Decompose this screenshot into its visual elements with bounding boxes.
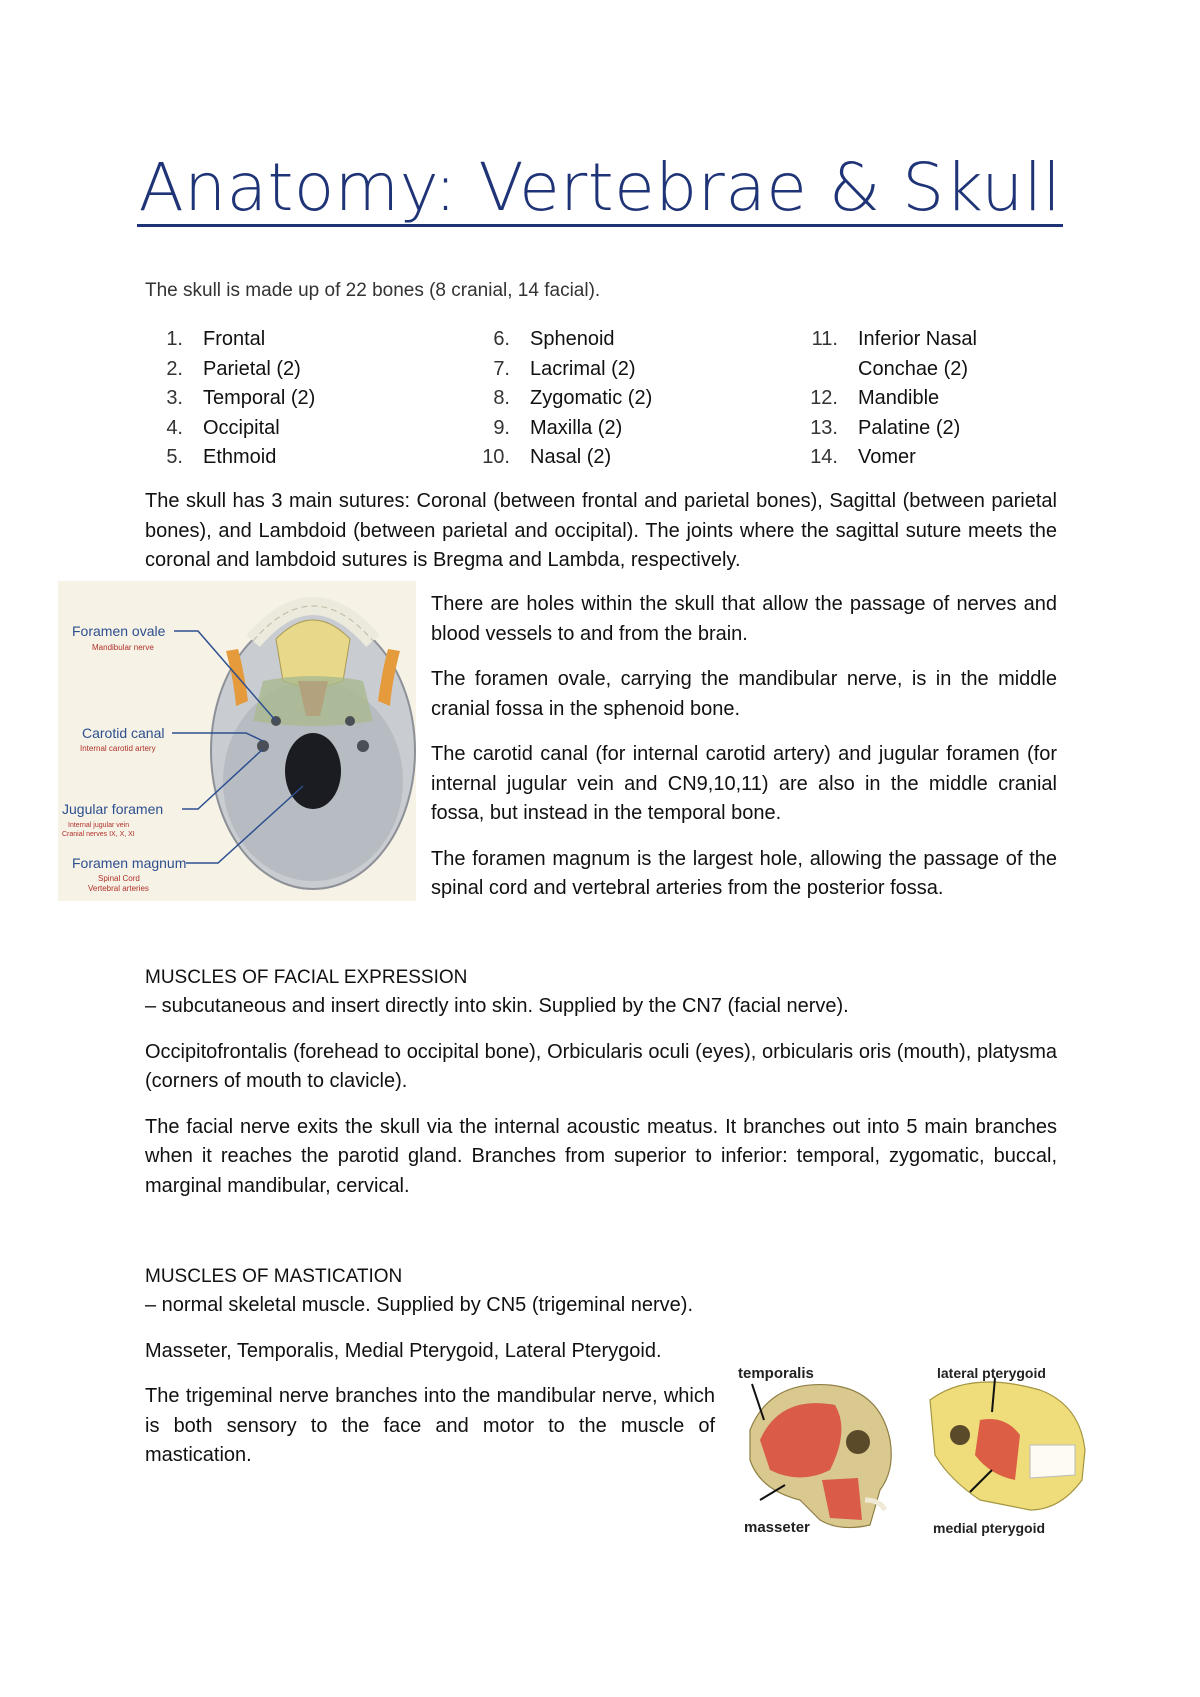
list-item: 6. Sphenoid <box>493 328 615 350</box>
label-foramen-magnum: Foramen magnum <box>72 855 187 871</box>
list-item: Conchae (2) <box>858 357 969 380</box>
section-paragraph: Masseter, Temporalis, Medial Pterygoid, Lateral Pterygoid. <box>145 1339 662 1362</box>
foramina-paragraph: The foramen magnum is the largest hole, allowing the passage of the spinal cord and vertebral arteries from the posterior fossa. <box>431 847 1057 899</box>
list-item: 14. Vomer <box>810 446 916 468</box>
list-item: 9. Maxilla (2) <box>493 416 623 439</box>
list-item: 1. Frontal <box>166 328 266 350</box>
mastication-figure <box>730 1360 1100 1540</box>
label-temporalis: temporalis <box>738 1365 814 1382</box>
list-item: 8. Zygomatic (2) <box>493 387 653 409</box>
bone-list-col-1 <box>145 325 353 473</box>
section-paragraph: The trigeminal nerve branches into the mandibular nerve, which is both sensory to the face and motor to the muscle of mastication. <box>145 1385 715 1466</box>
foramina-paragraph: There are holes within the skull that allow the passage of nerves and blood vessels to and from the brain. <box>431 593 1057 645</box>
bone-list-col-2 <box>472 325 680 473</box>
skull-base-figure <box>58 581 416 901</box>
list-item: 10. Nasal (2) <box>482 446 612 468</box>
mastication-illustration <box>730 1360 1100 1540</box>
page-title-text: Anatomy: Vertebrae & Skull <box>138 149 1062 226</box>
label-masseter: masseter <box>744 1519 810 1536</box>
sutures-paragraph: The skull has 3 main sutures: Coronal (between frontal and parietal bones), Sagittal (between parietal bones), and Lambdoid (between parietal and occipital). The joints where the sagittal suture meets the coronal and lambdoid sutures is Bregma and Lambda, respectively. <box>145 490 1057 571</box>
label-jugular-foramen: Jugular foramen <box>62 801 164 817</box>
section-subheading: – subcutaneous and insert directly into skin. Supplied by the CN7 (facial nerve). <box>145 995 849 1017</box>
label-medial-pterygoid: medial pterygoid <box>933 1520 1046 1536</box>
label-carotid-canal-sub: Internal carotid artery <box>80 744 156 753</box>
section-heading: MUSCLES OF MASTICATION <box>145 1266 403 1287</box>
foramina-paragraph: The carotid canal (for internal carotid artery) and jugular foramen (for internal jugular vein and CN9,10,11) are also in the middle cranial fossa, but instead in the temporal bone. <box>431 743 1057 824</box>
label-foramen-ovale-sub: Mandibular nerve <box>92 643 154 652</box>
foramina-text <box>431 590 1057 904</box>
label-lateral-pterygoid: lateral pterygoid <box>937 1365 1046 1381</box>
list-item: 2. Parietal (2) <box>166 357 301 380</box>
mastication-section <box>145 1262 715 1471</box>
list-item: 11. Inferior Nasal <box>811 328 977 350</box>
label-foramen-ovale: Foramen ovale <box>72 623 166 639</box>
list-item: 12. Mandible <box>810 387 940 409</box>
list-item: 4. Occipital <box>166 416 280 439</box>
section-paragraph: Occipitofrontalis (forehead to occipital bone), Orbicularis oculi (eyes), orbicularis oris (mouth), platysma (corners of mouth to clavicle). <box>145 1040 1057 1092</box>
bone-list-col-3 <box>800 325 1008 473</box>
label-jugular-foramen-sub-2: Cranial nerves IX, X, XI <box>62 831 135 838</box>
section-subheading: – normal skeletal muscle. Supplied by CN5 (trigeminal nerve). <box>145 1294 694 1316</box>
label-foramen-magnum-sub-2: Vertebral arteries <box>88 884 149 893</box>
facial-expression-section <box>145 963 1057 1201</box>
section-heading: MUSCLES OF FACIAL EXPRESSION <box>145 967 468 988</box>
skull-base-illustration <box>58 581 416 901</box>
section-paragraph: The facial nerve exits the skull via the internal acoustic meatus. It branches out into 5 main branches when it reaches the parotid gland. Branches from superior to inferior: temporal, zygomatic, buccal, marginal mandibular, cervical. <box>145 1115 1057 1197</box>
page-title <box>0 148 1200 228</box>
list-item: 3. Temporal (2) <box>166 387 316 409</box>
label-foramen-magnum-sub-1: Spinal Cord <box>98 874 140 883</box>
list-item: 13. Palatine (2) <box>810 416 961 439</box>
label-jugular-foramen-sub-1: Internal jugular vein <box>68 822 130 829</box>
intro-text: The skull is made up of 22 bones (8 cranial, 14 facial). <box>145 280 601 301</box>
foramina-paragraph: The foramen ovale, carrying the mandibular nerve, is in the middle cranial fossa in the sphenoid bone. <box>431 668 1057 720</box>
list-item: 5. Ethmoid <box>166 446 277 468</box>
list-item: 7. Lacrimal (2) <box>493 357 636 380</box>
label-carotid-canal: Carotid canal <box>82 725 165 741</box>
